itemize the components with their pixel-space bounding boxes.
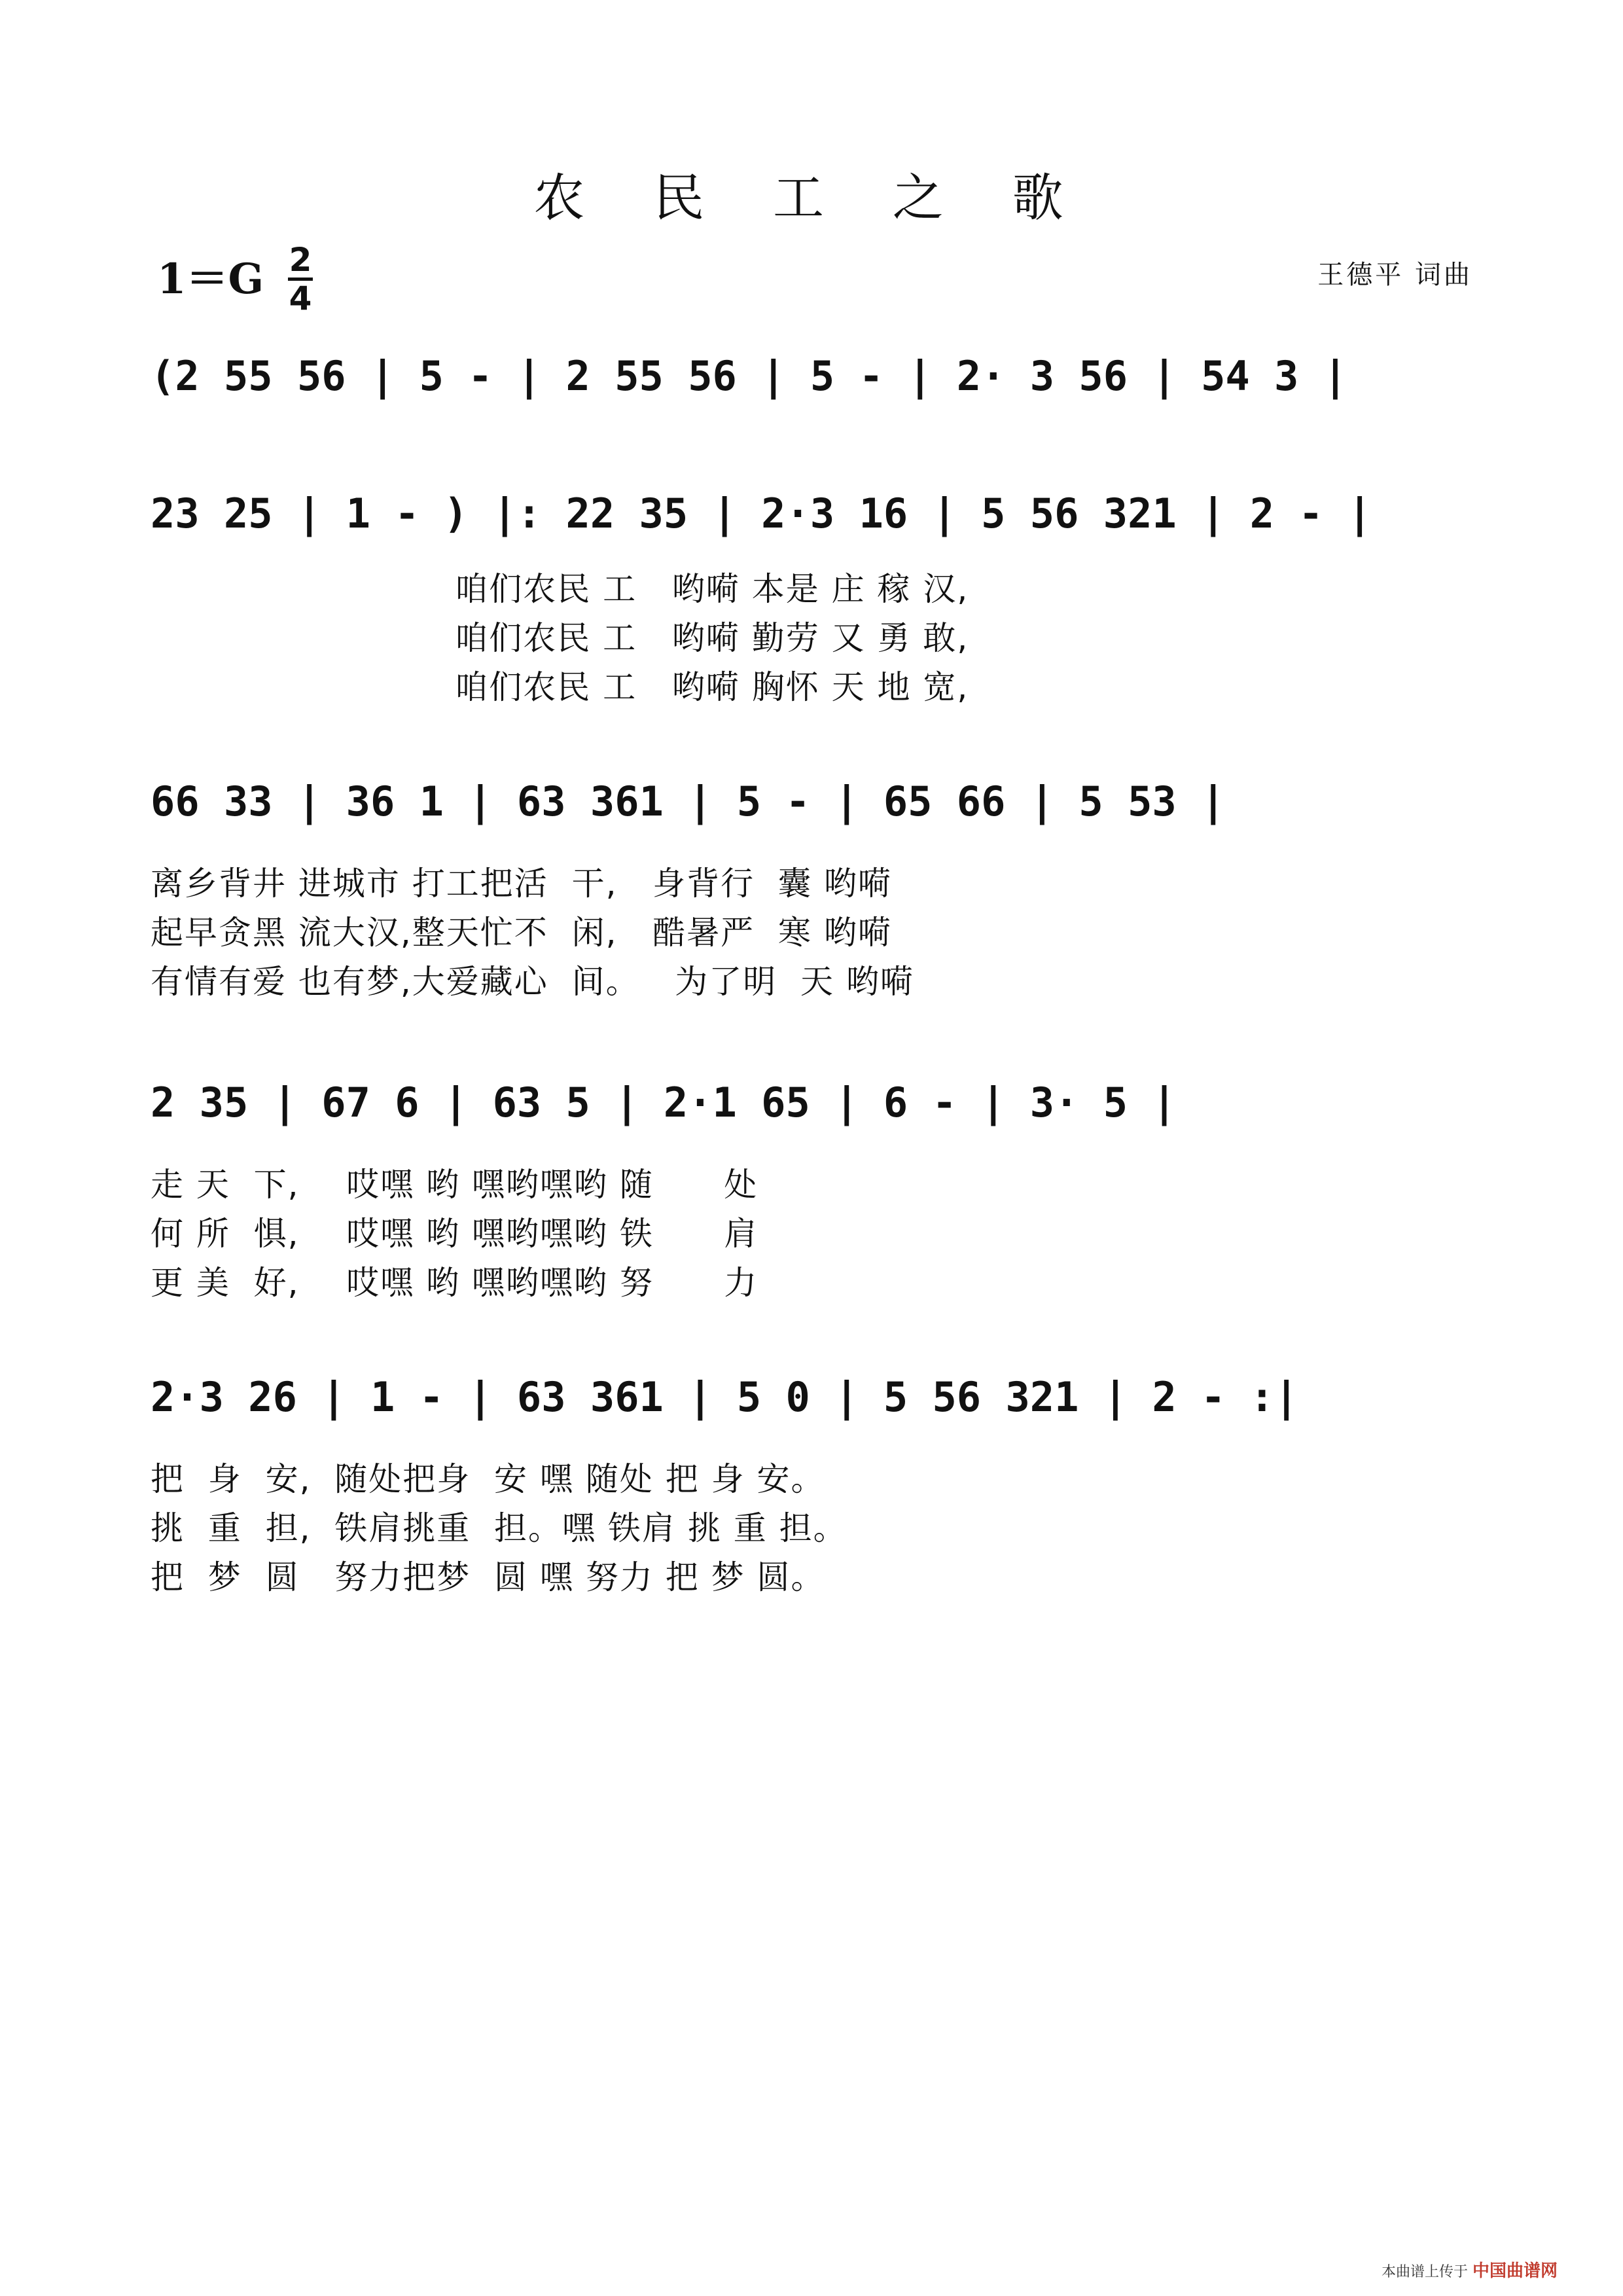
lyric-verse-3: 咱们农民 工 哟嗬 胸怀 天 地 宽, [151, 668, 969, 706]
score-title: 农 民 工 之 歌 [533, 169, 1090, 228]
lyric-verse-2: 何 所 惧, 哎嘿 哟 嘿哟嘿哟 铁 肩 [151, 1215, 758, 1253]
notation-line: 2 35 | 67 6 | 63 5 | 2·1 65 | 6 - | 3· 5 | [151, 1079, 1177, 1126]
lyric-verse-2: 挑 重 担, 铁肩挑重 担。嘿 铁肩 挑 重 担。 [151, 1509, 847, 1547]
lyric-verse-3: 更 美 好, 哎嘿 哟 嘿哟嘿哟 努 力 [151, 1264, 758, 1302]
meter-top: 2 [289, 241, 312, 279]
notation-line: 2·3 26 | 1 - | 63 361 | 5 0 | 5 56 321 | 2 - :| [151, 1373, 1299, 1421]
lyric-verse-1: 把 身 安, 随处把身 安 嘿 随处 把 身 安。 [151, 1460, 825, 1498]
composer-credit: 王德平 词曲 [1317, 260, 1472, 290]
lyric-verse-1: 走 天 下, 哎嘿 哟 嘿哟嘿哟 随 处 [151, 1166, 758, 1204]
key-signature: 1＝G [157, 255, 264, 304]
lyric-verse-3: 有情有爱 也有梦,大爱藏心 间。 为了明 天 哟嗬 [151, 963, 914, 1001]
meter-bottom: 4 [289, 279, 312, 317]
lyric-verse-1: 离乡背井 进城市 打工把活 干, 身背行 囊 哟嗬 [151, 865, 892, 903]
site-logo: 中国曲谱网 [1472, 2261, 1558, 2281]
lyric-verse-1: 咱们农民 工 哟嗬 本是 庄 稼 汉, [151, 570, 969, 608]
notation-line: 66 33 | 36 1 | 63 361 | 5 - | 65 66 | 5 53 | [151, 778, 1226, 825]
lyric-verse-2: 起早贪黑 流大汉,整天忙不 闲, 酷暑严 寒 哟嗬 [151, 914, 892, 952]
time-signature [288, 243, 313, 315]
notation-line: (2 55 56 | 5 - | 2 55 56 | 5 - | 2· 3 56 | 54 3 | [151, 352, 1348, 400]
footer-text: 本曲谱上传于 [1381, 2264, 1468, 2280]
lyric-verse-3: 把 梦 圆 努力把梦 圆 嘿 努力 把 梦 圆。 [151, 1558, 825, 1596]
notation-line: 23 25 | 1 - ) |: 22 35 | 2·3 16 | 5 56 321 | 2 - | [151, 490, 1372, 537]
lyric-verse-2: 咱们农民 工 哟嗬 勤劳 又 勇 敢, [151, 619, 969, 657]
footer-credit [1382, 2257, 1558, 2282]
